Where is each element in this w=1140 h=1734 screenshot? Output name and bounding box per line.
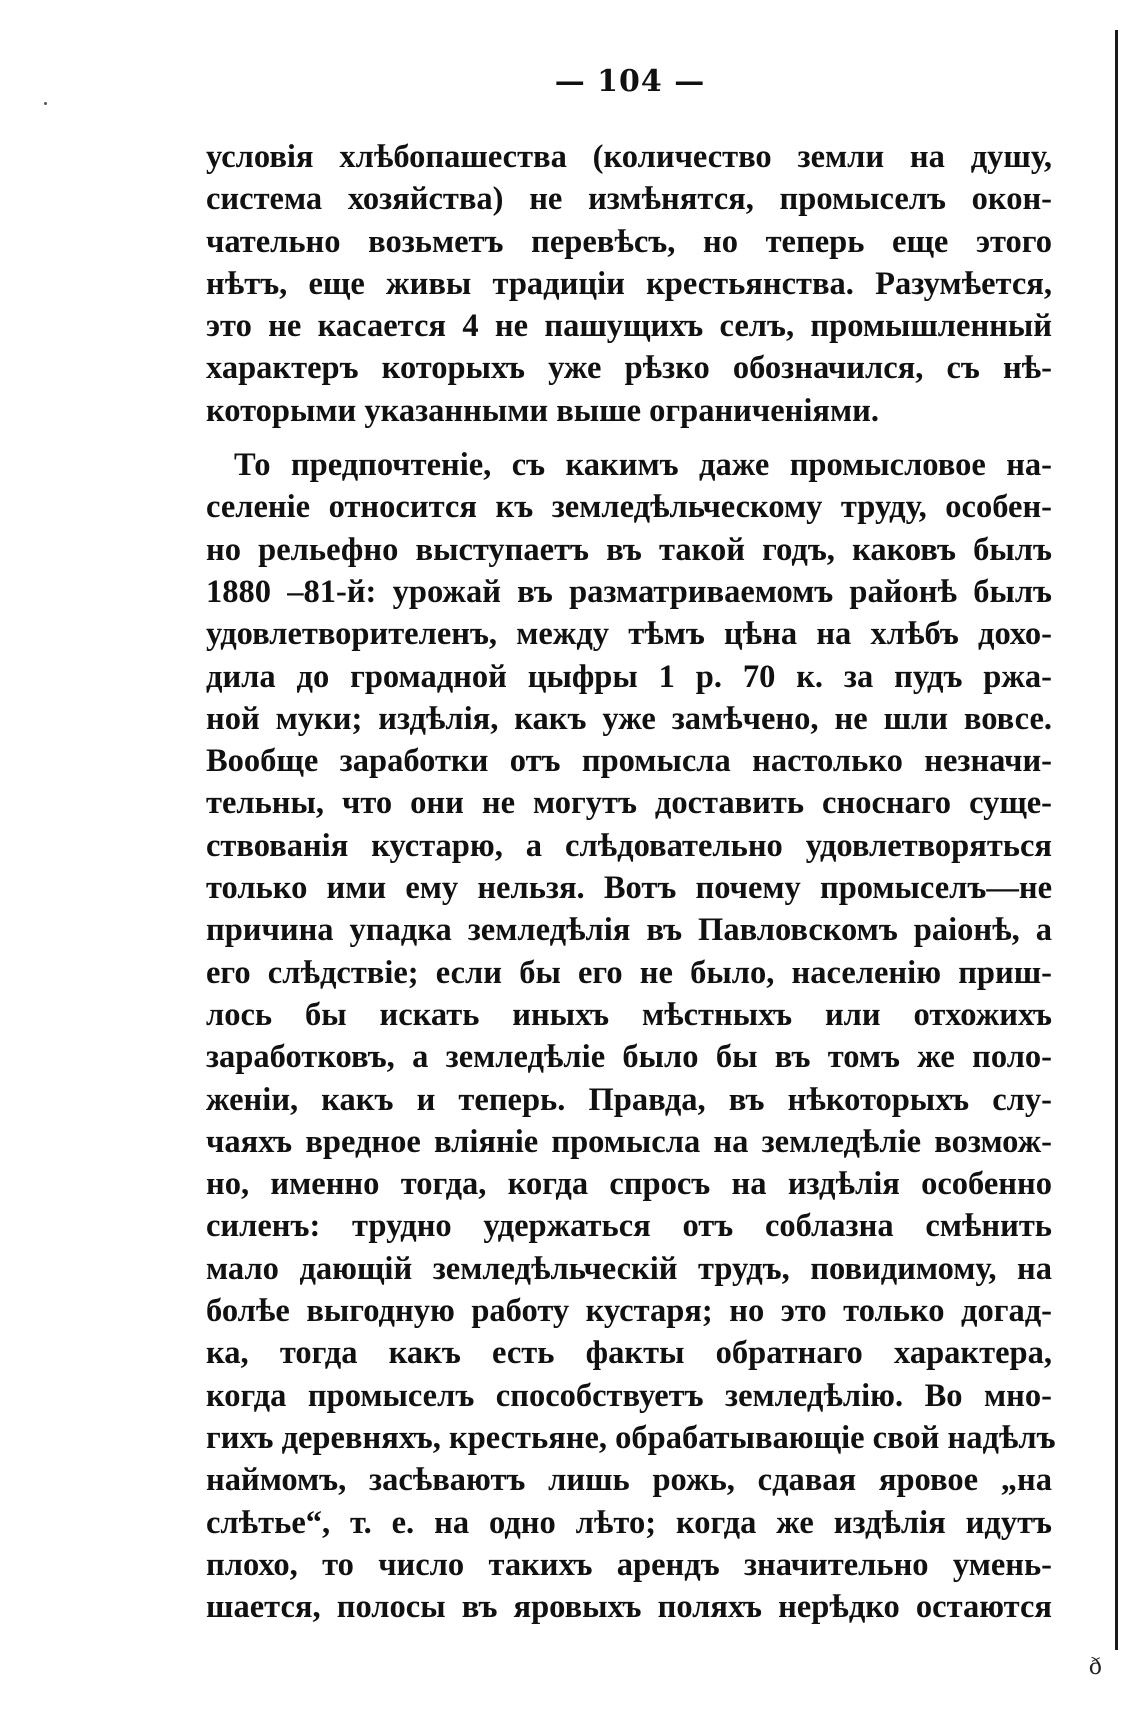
page-edge-line [1115,30,1118,1650]
text-line: силенъ: трудно удержаться отъ соблазна смѣнить [206,1208,1052,1245]
page-number: — 104 — [554,64,706,99]
text-line: плохо, то число такихъ арендъ значительно умень- [206,1546,1052,1583]
text-line: чательно возьметъ перевѣсъ, но теперь еще этого [206,223,1052,260]
text-line: шается, полосы въ яровыхъ поляхъ нерѣдко остаются [206,1589,1052,1626]
paragraph-2 [206,444,1056,1628]
text-line: причина упадка земледѣлія въ Павловскомъ раіонѣ, а [206,912,1052,949]
text-line: нѣтъ, еще живы традиціи крестьянства. Разумѣется, [206,265,1052,302]
text-line: лось бы искать иныхъ мѣстныхъ или отхожихъ [206,996,1052,1033]
stray-ink-dot [44,102,47,105]
text-line: наймомъ, засѣваютъ лишь рожь, сдавая яровое „на [206,1462,1052,1499]
text-line: гихъ деревняхъ, крестьяне, обрабатывающіе свой надѣлъ [206,1419,1056,1456]
text-line: его слѣдствіе; если бы его не было, населенію приш- [206,954,1052,991]
text-line: заработковъ, а земледѣліе было бы въ томъ же поло- [206,1039,1052,1076]
text-line: болѣе выгодную работу кустаря; но это только догад- [206,1293,1052,1330]
text-line: которыми указанными выше ограниченіями. [206,392,879,429]
text-line: 1880 –81-й: урожай въ разматриваемомъ районѣ былъ [206,573,1052,610]
text-line: женіи, какъ и теперь. Правда, въ нѣкоторыхъ слу- [206,1081,1052,1118]
text-line: система хозяйства) не измѣнятся, промыселъ окон- [206,181,1052,218]
text-line: Вообще заработки отъ промысла настолько незначи- [206,743,1052,780]
text-line: ной муки; издѣлія, какъ уже замѣчено, не шли вовсе. [206,700,1052,737]
text-line: удовлетворителенъ, между тѣмъ цѣна на хлѣбъ дохо- [206,616,1052,653]
text-line: селеніе относится къ земледѣльческому труду, особен- [206,489,1052,526]
text-line: ствованія кустарю, а слѣдовательно удовлетворяться [206,827,1052,864]
text-line: условія хлѣбопашества (количество земли на душу, [206,139,1052,175]
text-line: слѣтье“, т. е. на одно лѣто; когда же издѣлія идутъ [206,1504,1052,1541]
text-line: когда промыселъ способствуетъ земледѣлію. Во мно- [206,1377,1052,1414]
body-text [206,136,1056,1628]
text-line: чаяхъ вредное вліяніе промысла на земледѣліе возмож- [206,1123,1052,1160]
text-line: но, именно тогда, когда спросъ на издѣлія особенно [206,1166,1052,1203]
text-line: То предпочтеніе, съ какимъ даже промысловое на- [234,447,1052,484]
text-line: тельны, что они не могутъ доставить сноснаго суще- [206,785,1052,822]
paragraph-1 [206,136,1052,432]
text-line: это не касается 4 не пашущихъ селъ, промышленный [206,308,1052,345]
text-line: мало дающій земледѣльческій трудъ, повидимому, на [206,1250,1052,1287]
text-line: только ими ему нельзя. Вотъ почему промыселъ—не [206,870,1052,907]
text-line: дила до громадной цыфры 1 р. 70 к. за пудъ ржа- [206,658,1052,695]
text-line: ка, тогда какъ есть факты обратнаго характера, [206,1335,1052,1372]
paragraph-gap [206,432,1052,444]
text-line: но рельефно выступаетъ въ такой годъ, каковъ былъ [206,531,1052,568]
corner-mark: ð [1088,1655,1102,1680]
text-line: характеръ которыхъ уже рѣзко обозначился, съ нѣ- [206,350,1052,387]
